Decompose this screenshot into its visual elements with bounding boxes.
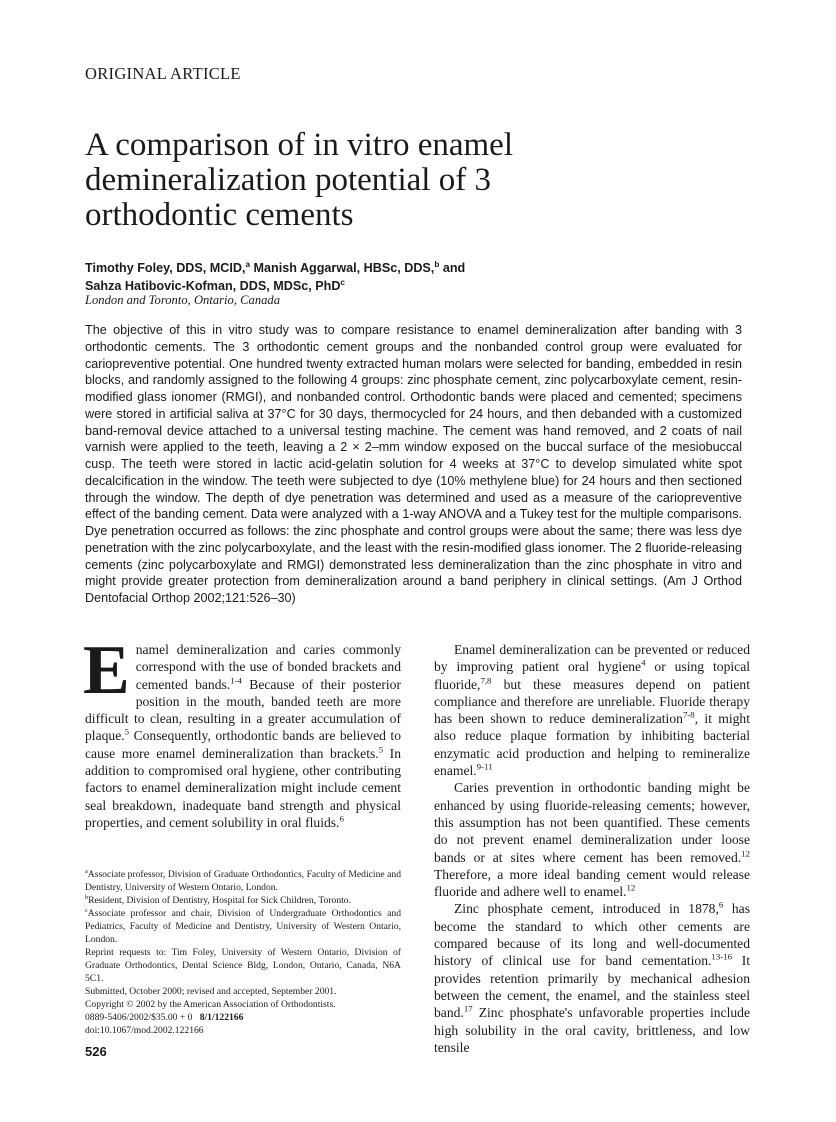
footnote-c [85, 907, 401, 946]
author-location: London and Toronto, Ontario, Canada [85, 293, 281, 307]
page-number: 526 [85, 1044, 107, 1059]
footnote-mark: a [85, 867, 88, 875]
author-list [85, 259, 465, 295]
affiliation-mark: b [434, 259, 440, 269]
text: but these measures depend on patient compliance and therefore are unreliable. Fluoride therapy has been shown to reduce demineralization [434, 676, 750, 727]
issn-code: 8/1/122166 [199, 1012, 244, 1023]
text: In addition to compromised oral hygiene, other contributing factors to enamel demineralization might include cement seal breakdown, inadequate band strength and physical properties, and cement solubility in oral fluids. [85, 745, 401, 830]
citation: 5 [378, 744, 384, 755]
footnote-mark: c [85, 906, 88, 914]
body-paragraph [434, 641, 750, 779]
section-label: ORIGINAL ARTICLE [85, 64, 241, 83]
citation: 12 [741, 848, 750, 859]
issn-line [85, 1011, 401, 1024]
affiliation-mark: c [340, 277, 345, 287]
text: Zinc phosphate cement, introduced in 1878, [454, 901, 719, 917]
text: Enamel demineralization can be prevented or reduced by improving patient oral hygiene [434, 642, 750, 675]
affiliation-mark: a [245, 259, 251, 269]
footnote-mark: b [85, 893, 89, 901]
footnotes [85, 868, 401, 1037]
text: Zinc phosphate's unfavorable properties include high solubility in the oral cavity, brittleness, and low tensile [434, 1005, 750, 1055]
conjunction: and [439, 261, 466, 275]
author: Manish Aggarwal, HBSc, DDS, [250, 261, 435, 275]
submission-dates: Submitted, October 2000; revised and accepted, September 2001. [85, 986, 337, 997]
drop-cap: E [83, 632, 130, 709]
text: Consequently, orthodontic bands are believed to cause more enamel demineralization than brackets. [85, 728, 401, 761]
abstract: The objective of this in vitro study was to compare resistance to enamel demineralization after banding with 3 orthodontic cements. The 3 orthodontic cement groups and the nonbanded control group were evaluated for cariopreventive potential. One hundred twenty extracted human molars were selected for banding, embedded in resin blocks, and randomly assigned to the following 4 groups: zinc phosphate cement, zinc polycarboxylate cement, resin-modified glass ionomer (RMGI), and nonbanded control. Orthodontic bands were placed and cemented; specimens were stored in artificial saliva at 37°C for 30 days, thermocycled for 24 hours, and then debanded with a customized band-removal device attached to a universal testing machine. The cement was hand removed, and 2 coats of nail varnish were applied to the teeth, leaving a 2 × 2–mm window exposed on the buccal surface of the mesiobuccal cusp. The teeth were stored in lactic acid-gelatin solution for 4 weeks at 37°C to develop simulated white spot decalcification in the window. The teeth were subjected to dye (10% methylene blue) for 24 hours and then sectioned through the window. The depth of dye penetration was determined and used as a measure of the cariopreventive effect of the banding cement. Data were analyzed with a 1-way ANOVA and a Tukey test for the multiple comparisons. Dye penetration occurred as follows: the zinc phosphate and control groups were about the same; there was less dye penetration with the zinc polycarboxylate, and the least with the resin-modified glass ionomer. The 2 fluoride-releasing cements (zinc polycarboxylate and RMGI) demonstrated less demineralization than the zinc phosphate in vitro and might provide greater protection from demineralization around a band periphery in clinical settings. (Am J Orthod Dentofacial Orthop 2002;121:526–30) [85, 323, 742, 605]
text: Associate professor, Division of Graduate Orthodontics, Faculty of Medicine and Dentistry, University of Western Ontario, London. [85, 869, 401, 893]
text: namel demineralization and caries commonly correspond with the use of bonded brackets and cemented bands. [135, 642, 401, 692]
text: or using topical fluoride, [434, 659, 751, 692]
citation: 1-4 [230, 675, 242, 686]
right-column [434, 641, 750, 1056]
citation: 7-8 [682, 709, 695, 720]
issn: 0889-5406/2002/$35.00 + 0 [85, 1012, 193, 1023]
citation: 6 [718, 899, 724, 910]
author: Sahza Hatibovic-Kofman, DDS, MDSc, PhD [85, 279, 341, 293]
citation: 5 [124, 726, 130, 737]
footnote-a [85, 868, 401, 894]
author: Timothy Foley, DDS, MCID, [85, 261, 246, 275]
text: Therefore, a more ideal banding cement would release fluoride and adhere well to enamel. [434, 866, 750, 900]
copyright: Copyright © 2002 by the American Association of Orthodontists. [85, 999, 336, 1010]
text: , it might also reduce plaque formation by inhibiting bacterial enzymatic acid production and helping to remineralize enamel. [434, 711, 750, 779]
text: Because of their posterior position in the mouth, banded teeth are more difficult to clean, resulting in a greater accumulation of plaque. [85, 676, 401, 744]
article-title: A comparison of in vitro enamel demineralization potential of 3 orthodontic cements [85, 127, 513, 233]
text: It provides retention primarily by mechanical adhesion between the cement, the enamel, and the stainless steel band. [434, 953, 751, 1021]
reprint-requests: Reprint requests to: Tim Foley, University of Western Ontario, Division of Graduate Orthodontics, Dental Science Bldg, London, Ontario, Canada, N6A 5C1. [85, 947, 401, 984]
citation: 17 [463, 1003, 473, 1014]
citation: 7,8 [480, 675, 492, 686]
citation: 13-16 [711, 951, 733, 962]
text: has become the standard to which other cements are compared because of its long and well-documented history of clinical use for band cementation. [434, 901, 750, 969]
footnote-b [85, 894, 401, 907]
left-column [83, 632, 401, 831]
body-paragraph [434, 779, 750, 900]
citation: 9-11 [476, 761, 493, 772]
citation: 6 [339, 813, 344, 824]
doi[interactable]: doi:10.1067/mod.2002.122166 [85, 1025, 204, 1036]
body-paragraph [83, 632, 401, 831]
text: Caries prevention in orthodontic banding might be enhanced by using fluoride-releasing cements; however, this assumption has not been quantified. These cements do not prevent enamel demineralization under loose bands or at sites where cement has been removed. [434, 780, 750, 865]
text: Resident, Division of Dentistry, Hospital for Sick Children, Toronto. [88, 895, 351, 906]
citation: 4 [641, 657, 646, 668]
text: Associate professor and chair, Division of Undergraduate Orthodontics and Pediatrics, Faculty of Medicine and Dentistry, University of Western Ontario, London. [85, 908, 401, 945]
citation: 12 [626, 882, 636, 893]
body-paragraph [434, 900, 750, 1056]
